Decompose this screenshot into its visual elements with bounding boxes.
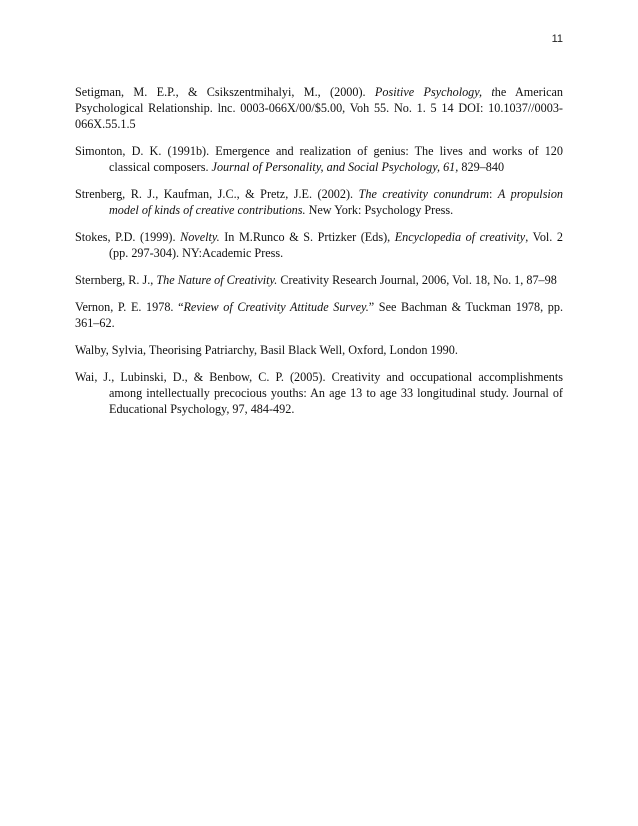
reference-italic-text: The creativity conundrum: [358, 187, 489, 201]
reference-italic-text: The Nature of Creativity.: [156, 273, 278, 287]
reference-text: Walby, Sylvia, Theorising Patriarchy, Basil Black Well, Oxford, London 1990.: [75, 343, 458, 357]
reference-italic-text: Review of Creativity Attitude Survey.: [183, 300, 369, 314]
reference-italic-text: A propulsion model of kinds of creative contributions.: [109, 187, 564, 217]
reference-text: ” See Bachman & Tuckman 1978, pp. 361–62.: [75, 300, 563, 330]
reference-entry: [75, 186, 563, 218]
reference-text: :: [489, 187, 498, 201]
reference-italic-text: Journal of Personality, and Social Psychology, 61,: [211, 160, 459, 174]
reference-entry: [75, 143, 563, 175]
reference-text: Stokes, P.D. (1999).: [75, 230, 181, 244]
reference-text: Vernon, P. E. 1978. “: [75, 300, 184, 314]
reference-text: 829–840: [458, 160, 505, 174]
reference-list: [75, 84, 563, 428]
reference-entry: [75, 229, 563, 261]
reference-text: Wai, J., Lubinski, D., & Benbow, C. P. (2005). Creativity and occupational accomplishments among intellectually precocious youths: An age 13 to age 33 longitudinal study. Journal of Educational Psychology, 97, 484-492.: [75, 370, 563, 416]
reference-entry: [75, 342, 563, 358]
reference-text: he American Psychological Relationship. lnc. 0003-066X/00/$5.00, Voh 55. No. 1. 5 14 DOI: 10.1037//0003-066X.55.1.5: [75, 85, 563, 131]
reference-text: New York: Psychology Press.: [305, 203, 454, 217]
reference-entry: [75, 272, 563, 288]
reference-italic-text: Encyclopedia of creativity: [394, 230, 526, 244]
reference-text: In M.Runco & S. Prtizker (Eds),: [219, 230, 395, 244]
reference-entry: [75, 369, 563, 417]
reference-text: Setigman, M. E.P., & Csikszentmihalyi, M., (2000).: [75, 85, 375, 99]
reference-text: , Vol. 2 (pp. 297-304). NY:Academic Press.: [109, 230, 563, 260]
page-number: 11: [551, 33, 563, 45]
reference-entry: [75, 299, 563, 331]
reference-text: Strenberg, R. J., Kaufman, J.C., & Pretz, J.E. (2002).: [75, 187, 359, 201]
reference-italic-text: Novelty.: [180, 230, 220, 244]
reference-text: Creativity Research Journal, 2006, Vol. 18, No. 1, 87–98: [277, 273, 557, 287]
reference-entry: [75, 84, 563, 132]
reference-italic-text: Positive Psychology, t: [374, 85, 495, 99]
reference-text: Simonton, D. K. (1991b). Emergence and realization of genius: The lives and works of 120 classical composers.: [75, 144, 563, 174]
reference-text: Sternberg, R. J.,: [75, 273, 157, 287]
